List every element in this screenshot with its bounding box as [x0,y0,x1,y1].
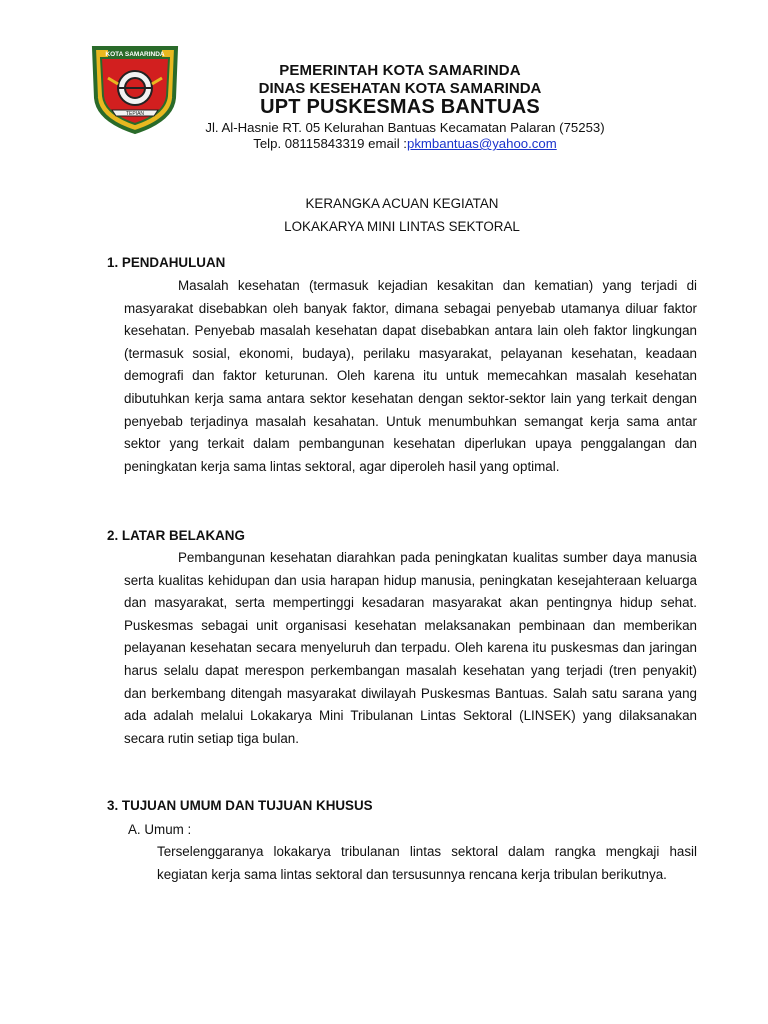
logo-top-text: KOTA SAMARINDA [105,51,165,58]
section-3-paragraph: Terselenggaranya lokakarya tribulanan lintas sektoral dalam rangka mengkaji hasil kegiatan kerja sama lintas sektoral dan tersusunnya rencana kerja tribulan berikutnya. [157,844,697,882]
doc-subtitle: LOKAKARYA MINI LINTAS SEKTORAL [284,219,520,234]
phone-text: Telp. 08115843319 email : [253,136,407,151]
doc-title: KERANGKA ACUAN KEGIATAN [305,196,499,211]
section-3-sub-a: A. Umum : [128,822,192,837]
header-address: Jl. Al-Hasnie RT. 05 Kelurahan Bantuas Kecamatan Palaran (75253) [205,120,605,135]
section-1-heading: 1. PENDAHULUAN [107,255,226,270]
header-department: DINAS KESEHATAN KOTA SAMARINDA [258,80,542,97]
section-3-heading: 3. TUJUAN UMUM DAN TUJUAN KHUSUS [107,798,373,813]
email-link[interactable]: pkmbantuas@yahoo.com [406,136,557,151]
logo-bottom-text: TEPIAN [125,111,145,117]
header-government: PEMERINTAH KOTA SAMARINDA [279,62,521,79]
header-contact [170,136,640,151]
section-1-paragraph [124,275,697,478]
header-institution: UPT PUSKESMAS BANTUAS [260,96,540,118]
section-2-paragraph [124,547,697,750]
section-2-heading: 2. LATAR BELAKANG [107,528,245,543]
section-1-text: Masalah kesehatan (termasuk kejadian kesakitan dan kematian) yang terjadi di masyarakat disebabkan oleh banyak faktor, dimana sebagai penyebab utamanya diluar faktor kesehatan. Penyebab masalah kesehatan dapat disebabkan antara lain oleh faktor lingkungan (termasuk sosial, ekonomi, budaya), perilaku masyarakat, pelayanan kesehatan, keadaan demografi dan faktor keturunan. Oleh karena itu untuk memecahkan masalah kesehatan dibutuhkan kerja sama antara sektor kesehatan dengan sektor-sektor lain yang terkait dengan penyebab terjadinya masalah kesahatan. Untuk menumbuhkan semangat kerja sama antar sektor yang terkait dalam pembangunan kesehatan diperlukan upaya penggalangan dan peningkatan kerja sama lintas sektoral, agar diperoleh hasil yang optimal. [124,278,697,474]
section-2-text: Pembangunan kesehatan diarahkan pada peningkatan kualitas sumber daya manusia serta kualitas kehidupan dan usia harapan hidup manusia, peningkatan kesejahteraan keluarga dan masyarakat, serta mempertinggi kesadaran masyarakat akan pentingnya hidup sehat. Puskesmas sebagai unit organisasi kesehatan melaksanakan pembinaan dan memberikan pelayanan kesehatan secara menyeluruh dan terpadu. Oleh karena itu puskesmas dan jaringan harus selalu dapat merespon perkembangan masalah kesehatan yang terjadi (tren penyakit) dan berkembang ditengah masyarakat diwilayah Puskesmas Bantuas. Salah satu sarana yang ada adalah melalui Lokakarya Mini Tribulanan Lintas Sektoral (LINSEK) yang dilaksanakan secara rutin setiap tiga bulan. [124,550,697,746]
